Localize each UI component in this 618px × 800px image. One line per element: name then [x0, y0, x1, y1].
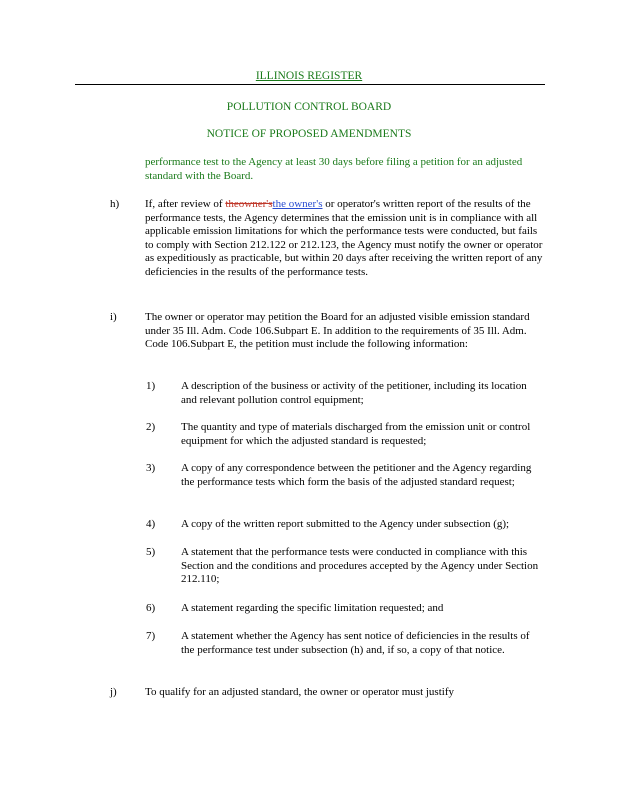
subsection-j-label: j) [110, 686, 117, 698]
carryover-paragraph: performance test to the Agency at least 30 days before filing a petition for an adjusted standard with the Board. [145, 156, 523, 182]
item-6-label: 6) [146, 602, 156, 614]
item-1-label: 1) [146, 380, 156, 392]
item-4-text: A copy of the written report submitted to the Agency under subsection (g); [181, 518, 510, 530]
subsection-h-label: h) [110, 198, 120, 210]
h-text-before: If, after review of [145, 198, 226, 210]
board-title: POLLUTION CONTROL BOARD [226, 101, 392, 113]
header-rule [75, 84, 545, 85]
h-inserted-text: the owner's [272, 198, 323, 210]
subsection-j-text: To qualify for an adjusted standard, the owner or operator must justify [145, 686, 454, 698]
item-4-label: 4) [146, 518, 156, 530]
register-title: ILLINOIS REGISTER [255, 70, 363, 82]
h-text-after: or operator's written report of the results of the performance tests, the Agency determines that the emission unit is in compliance with all applicable emission limitations for which the performance tests were conducted, but fails to comply with Section 212.122 or 212.123, the Agency must notify the owner or operator as expeditiously as practicable, but within 20 days after receiving the written report of any deficiencies in the results of the performance tests. [145, 198, 543, 278]
item-3-text: A copy of any correspondence between the petitioner and the Agency regarding the performance tests which form the basis of the adjusted standard request; [181, 462, 532, 488]
subsection-h-text [145, 198, 545, 280]
item-2-label: 2) [146, 421, 156, 433]
h-deleted-text: theowner's [225, 198, 273, 210]
subsection-i-text: The owner or operator may petition the Board for an adjusted visible emission standard under 35 Ill. Adm. Code 106.Subpart E. In addition to the requirements of 35 Ill. Adm. Code 106.Subpart E, the petition must include the following information: [145, 311, 530, 351]
subsection-i-label: i) [110, 311, 117, 323]
item-7-label: 7) [146, 630, 156, 642]
item-3-label: 3) [146, 462, 156, 474]
item-2-text: The quantity and type of materials discharged from the emission unit or control equipment for which the adjusted standard is requested; [181, 421, 531, 447]
item-7-text: A statement whether the Agency has sent notice of deficiencies in the results of the performance test under subsection (h) and, if so, a copy of that notice. [181, 630, 530, 656]
item-6-text: A statement regarding the specific limitation requested; and [181, 602, 444, 614]
notice-title: NOTICE OF PROPOSED AMENDMENTS [206, 128, 412, 140]
item-5-text: A statement that the performance tests were conducted in compliance with this Section and the conditions and procedures accepted by the Agency under Section 212.110; [181, 546, 539, 586]
item-5-label: 5) [146, 546, 156, 558]
item-1-text: A description of the business or activity of the petitioner, including its location and relevant pollution control equipment; [181, 380, 527, 406]
